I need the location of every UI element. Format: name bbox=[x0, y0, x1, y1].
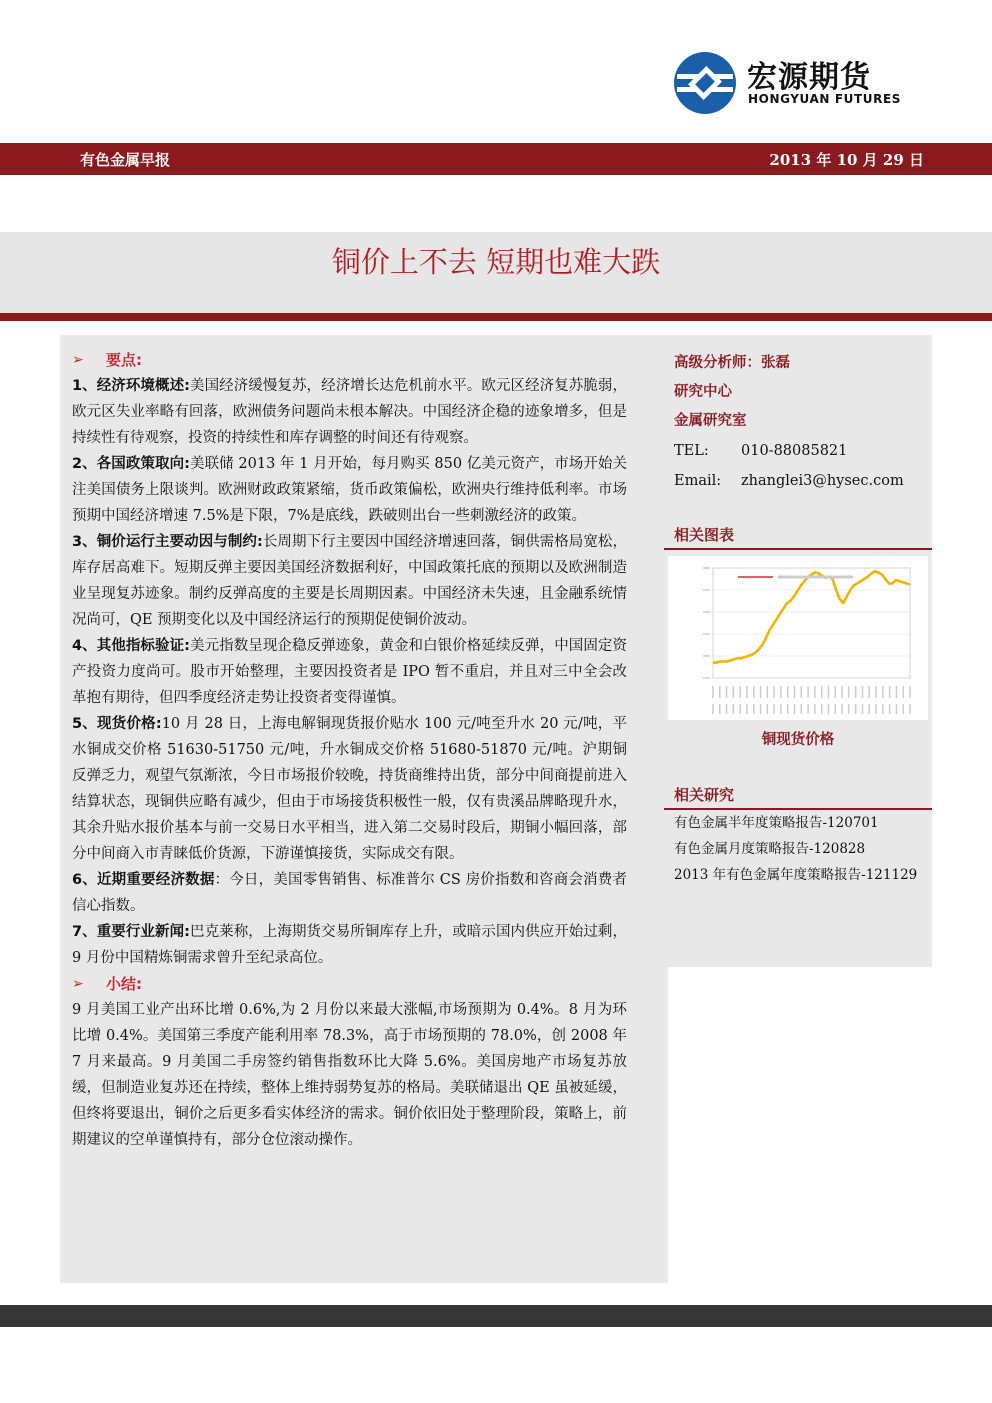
report-type: 有色金属早报 bbox=[80, 151, 171, 169]
research-item[interactable]: 有色金属月度策略报告-120828 bbox=[674, 841, 866, 857]
point-paragraph bbox=[72, 451, 627, 529]
point-label: 4、其他指标验证: bbox=[72, 638, 190, 654]
copper-price-chart bbox=[668, 556, 928, 720]
point-paragraph bbox=[72, 711, 627, 867]
point-paragraph bbox=[72, 633, 627, 711]
point-text: 美联储 2013 年 1 月开始，每月购买 850 亿美元资产，市场开始关注美国债务上限谈判。欧洲财政政策紧缩，货币政策偏松，欧洲央行维持低利率。市场预期中国经济增速 7.5%是下限，7%是底线，跌破则出台一些刺激经济的政策。 bbox=[72, 456, 627, 524]
point-paragraph bbox=[72, 373, 627, 451]
office: 金属研究室 bbox=[674, 413, 747, 429]
email-line: Email: zhanglei3@hysec.com bbox=[674, 473, 904, 489]
point-label: 6、近期重要经济数据 bbox=[72, 872, 215, 888]
section-heading-summary: ➢ 小结: bbox=[72, 971, 627, 997]
point-text: 巴克莱称，上海期货交易所铜库存上升，或暗示国内供应开始过剩，9 月份中国精炼铜需求曾升至纪录高位。 bbox=[72, 924, 627, 966]
point-text: 美国经济缓慢复苏，经济增长达危机前水平。欧元区经济复苏脆弱，欧元区失业率略有回落，欧洲债务问题尚未根本解决。中国经济企稳的迹象增多，但是持续性有待观察，投资的持续性和库存调整的时间还有待观察。 bbox=[72, 378, 627, 446]
chart-section-heading: 相关图表 bbox=[664, 520, 932, 550]
report-header-bar bbox=[0, 143, 992, 175]
chart-svg bbox=[668, 556, 928, 720]
research-item[interactable]: 2013 年有色金属年度策略报告-121129 bbox=[674, 867, 918, 883]
arrow-bullet-icon: ➢ bbox=[72, 352, 84, 368]
point-text: 10 月 28 日，上海电解铜现货报价贴水 100 元/吨至升水 20 元/吨，平水铜成交价格 51630-51750 元/吨，升水铜成交价格 51680-51870 元/吨。沪期铜反弹乏力，观望气氛渐浓，今日市场报价较晚，持货商维持出货，部分中间商提前进入结算状态，现铜供应略有减少，但由于市场接货积极性一般，仅有贵溪品牌略现升水，其余升贴水报价基本与前一交易日水平相当，进入第二交易时段后，期铜小幅回落，部分中间商入市青睐低价货源，下游谨慎接货，实际成交有限。 bbox=[72, 716, 628, 862]
point-label: 3、铜价运行主要动因与制约: bbox=[72, 534, 263, 550]
point-text: ：今日，美国零售销售、标准普尔 CS 房价指数和咨商会消费者信心指数。 bbox=[72, 872, 627, 914]
point-paragraph bbox=[72, 919, 627, 971]
research-item[interactable]: 有色金属半年度策略报告-120701 bbox=[674, 815, 879, 831]
tel-line: TEL: 010-88085821 bbox=[674, 443, 848, 459]
point-text: 长周期下行主要因中国经济增速回落，铜供需格局宽松，库存居高难下。短期反弹主要因美国经济数据利好，中国政策托底的预期以及欧洲制造业呈现复苏迹象。制约反弹高度的主要是长周期因素。中国经济未失速，且金融系统情况尚可，QE 预期变化以及中国经济运行的预期促使铜价波动。 bbox=[72, 534, 627, 628]
summary-paragraph: 9 月美国工业产出环比增 0.6%,为 2 月份以来最大涨幅,市场预期为 0.4%。8 月为环比增 0.4%。美国第三季度产能利用率 78.3%，高于市场预期的 78.0%，创 2008 年 7 月来最高。9 月美国二手房签约销售指数环比大降 5.6%。美国房地产市场复苏放缓，但制造业复苏还在持续，整体上维持弱势复苏的格局。美联储退出 QE 虽被延缓，但终将要退出，铜价之后更多看实体经济的需求。铜价依旧处于整理阶段，策略上，前期建议的空单谨慎持有，部分仓位滚动操作。 bbox=[72, 1002, 627, 1148]
point-label: 7、重要行业新闻: bbox=[72, 924, 190, 940]
point-label: 1、经济环境概述: bbox=[72, 378, 190, 394]
point-text: 美元指数呈现企稳反弹迹象，黄金和白银价格延续反弹，中国固定资产投资力度尚可。股市开始整理，主要因投资者是 IPO 暂不重启，并且对三中全会改革抱有期待，但四季度经济走势让投资者变得谨慎。 bbox=[72, 638, 627, 706]
logo-emblem-icon bbox=[672, 50, 738, 116]
main-content bbox=[72, 347, 627, 1153]
chart-caption: 铜现货价格 bbox=[761, 732, 835, 748]
analyst-name: 高级分析师：张磊 bbox=[674, 355, 790, 371]
department: 研究中心 bbox=[674, 384, 732, 400]
brand-name-en: HONGYUAN FUTURES bbox=[748, 92, 901, 106]
author-block bbox=[674, 349, 924, 496]
report-date: 2013 年 10 月 29 日 bbox=[769, 151, 924, 169]
report-title: 铜价上不去 短期也难大跌 bbox=[331, 245, 661, 279]
plot-area bbox=[713, 568, 910, 678]
title-divider bbox=[0, 313, 992, 321]
related-research-list bbox=[674, 810, 930, 888]
tel-number: 010-88085821 bbox=[741, 443, 848, 459]
point-label: 2、各国政策取向: bbox=[72, 456, 190, 472]
point-paragraph bbox=[72, 529, 627, 633]
research-section-heading: 相关研究 bbox=[664, 780, 932, 810]
company-logo bbox=[672, 50, 922, 112]
brand-name-cn: 宏源期货 bbox=[747, 60, 871, 95]
point-label: 5、现货价格: bbox=[72, 716, 162, 732]
arrow-bullet-icon: ➢ bbox=[72, 976, 84, 992]
section-heading-keypoints: ➢ 要点: bbox=[72, 347, 627, 373]
email-link[interactable]: zhanglei3@hysec.com bbox=[741, 473, 904, 489]
point-paragraph bbox=[72, 867, 627, 919]
footer-bar bbox=[0, 1305, 992, 1327]
title-band bbox=[0, 232, 992, 313]
